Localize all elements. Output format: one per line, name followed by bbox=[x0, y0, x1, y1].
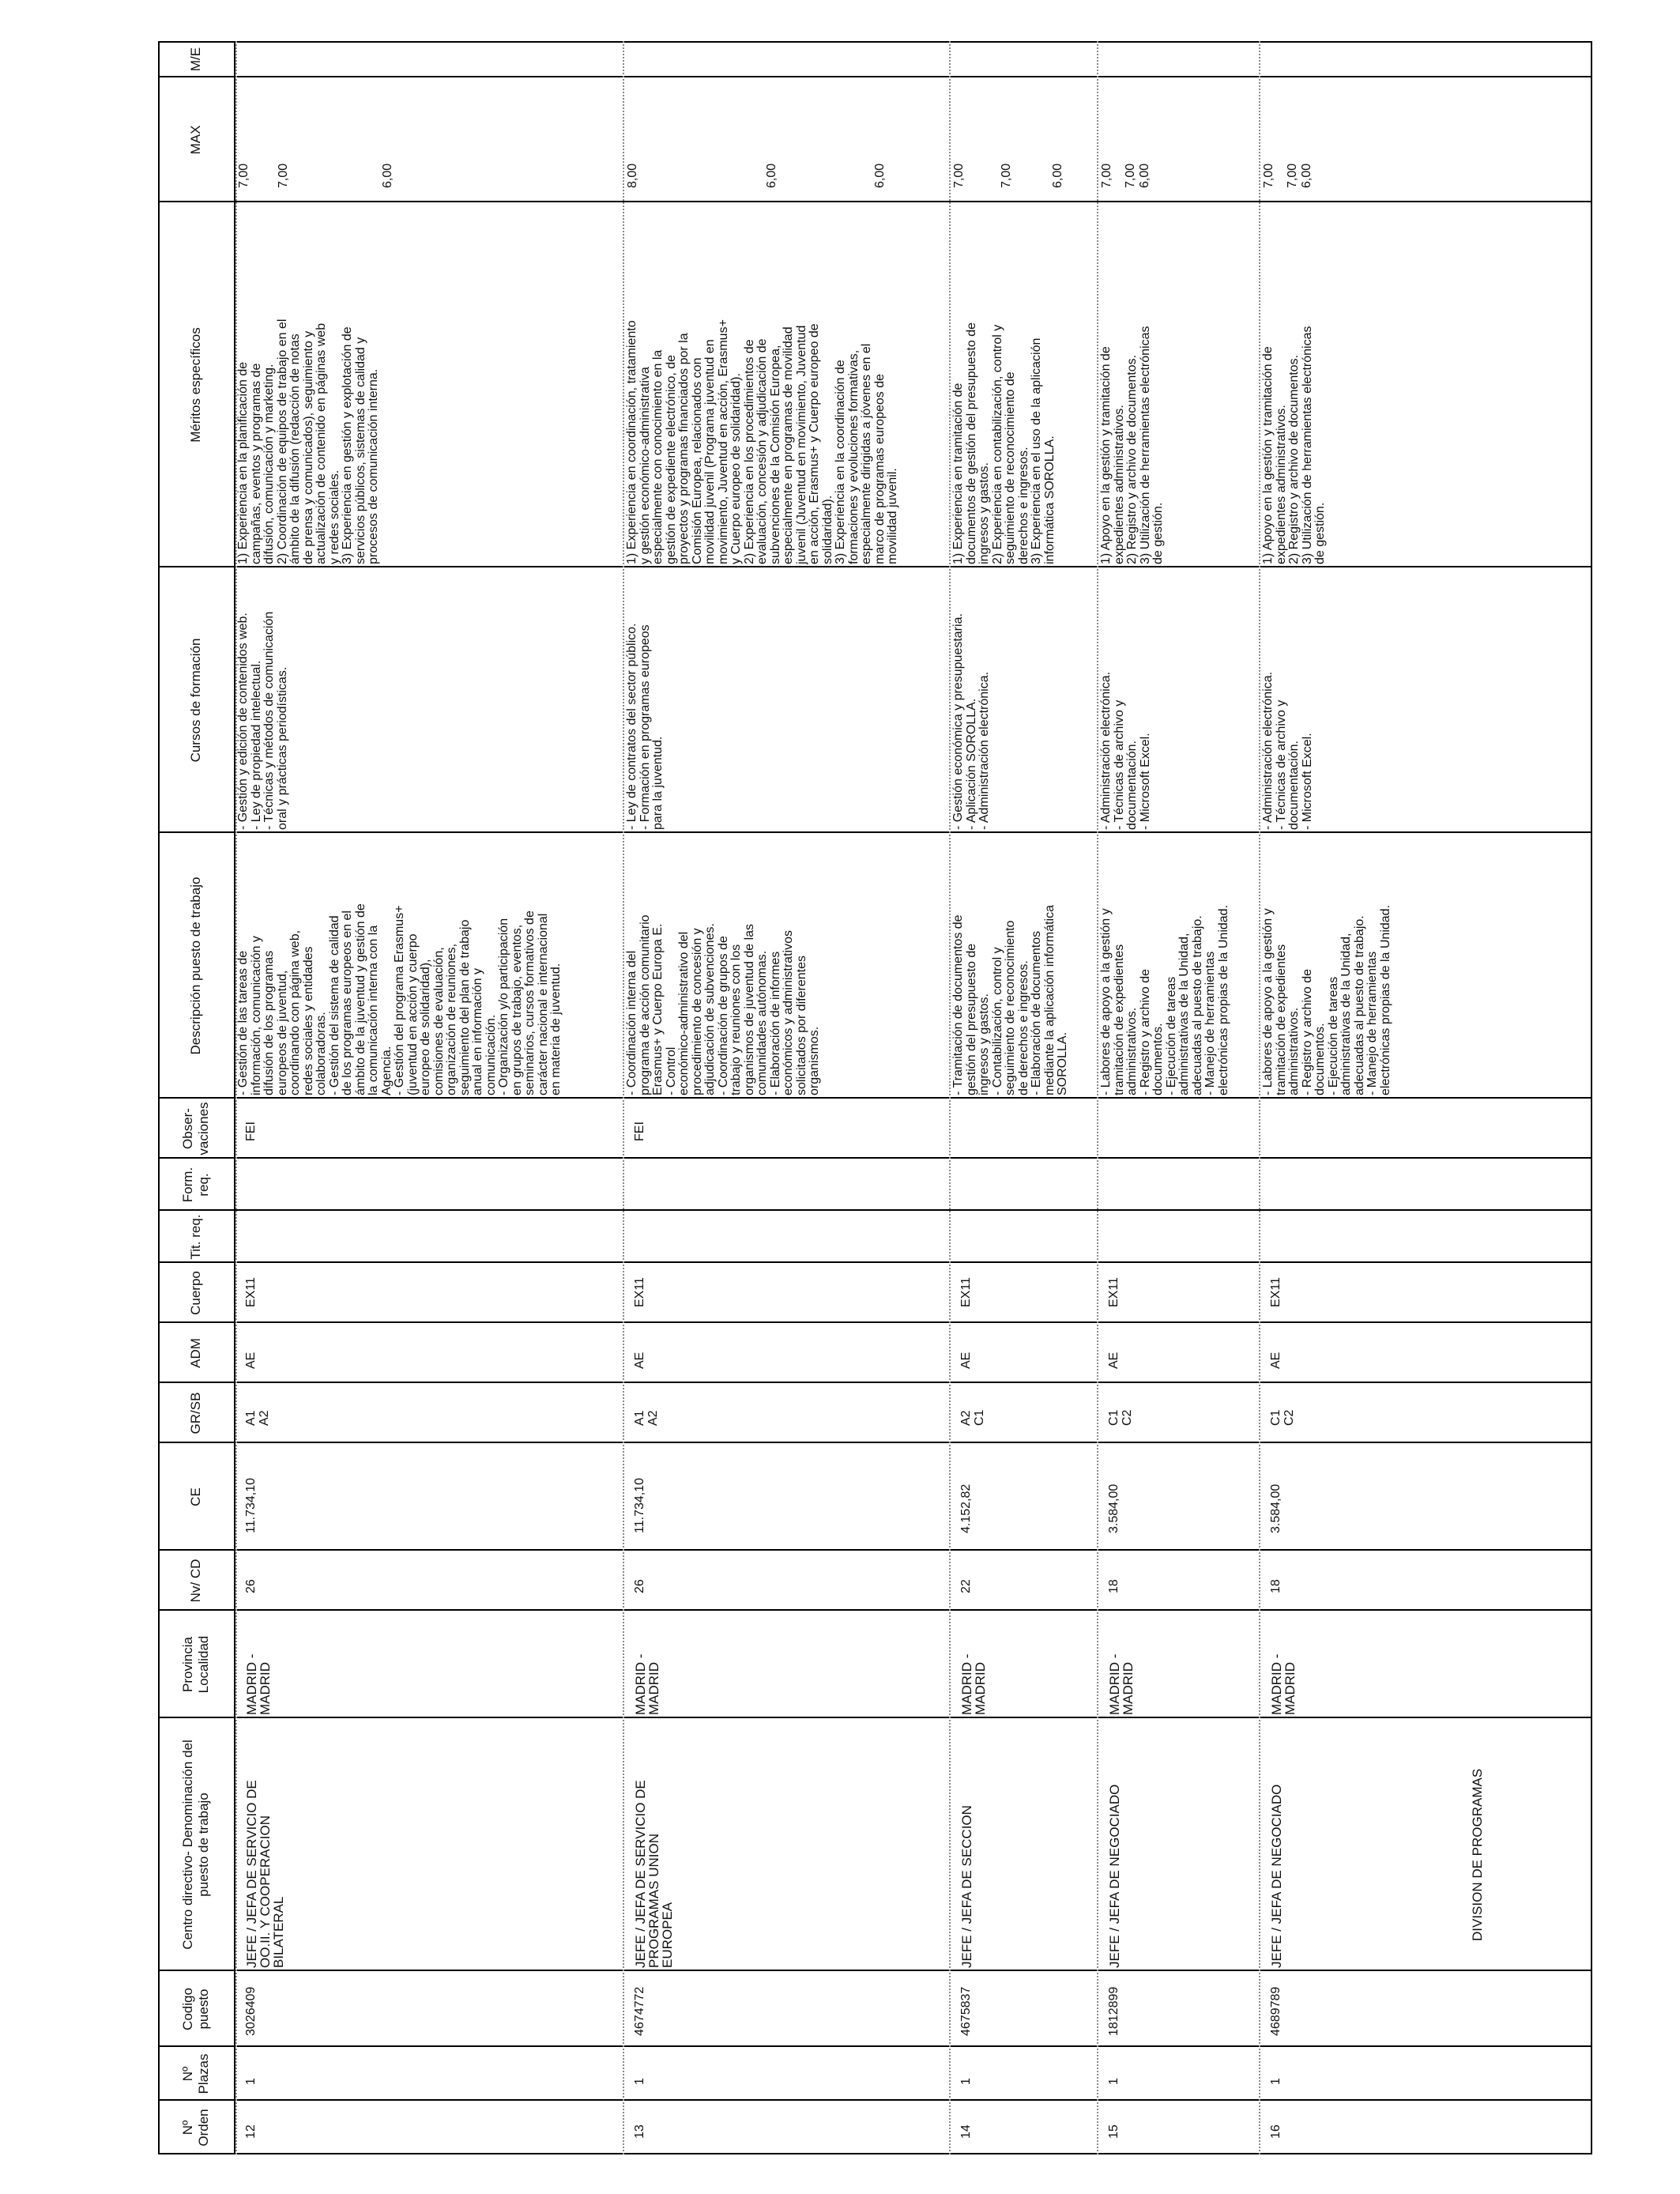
header-obs: Obser- vaciones bbox=[180, 1102, 211, 1155]
header-adm: ADM bbox=[188, 1338, 203, 1368]
cell-nivel: 26 bbox=[244, 1579, 258, 1593]
cell-max: 7,00 bbox=[1100, 163, 1113, 188]
cell-meritos: 1) Experiencia en tramitación de documentos de gestión del presupuesto de ingresos y gastos. 2) Experiencia en contabilización, control y seguimiento de reconocimiento de derechos e ingresos. 3) Experiencia en el uso de la aplicación informática SOROLLA. bbox=[951, 322, 1057, 564]
col-border bbox=[158, 41, 1592, 43]
section-title: DIVISION DE PROGRAMAS bbox=[1470, 1768, 1485, 1941]
cell-adm: AE bbox=[1269, 1351, 1283, 1369]
cell-max: 6,00 bbox=[1138, 163, 1151, 188]
cell-obs: FEI bbox=[244, 1122, 258, 1141]
cell-grsb: C1 C2 bbox=[1107, 1409, 1134, 1426]
cell-cursos: - Ley de contratos del sector público. - Formación en programas europeos para la juventud. bbox=[625, 623, 665, 830]
header-me: M/E bbox=[188, 47, 203, 72]
cell-plazas: 1 bbox=[1107, 2078, 1121, 2085]
cell-descripcion: - Labores de apoyo a la gestión y tramitación de expedientes administrativos. - Registro y archivo de documentos. - Ejecución de tareas administrativas de la Unidad, adecuadas al puesto de trabajo. - Manejo de herramientas electrónicas propias de la Unidad. bbox=[1261, 904, 1392, 1095]
cell-orden: 14 bbox=[959, 2124, 973, 2139]
cell-grsb: C1 C2 bbox=[1269, 1409, 1296, 1426]
col-border bbox=[158, 1209, 1592, 1211]
cell-max: 7,00 bbox=[237, 163, 250, 188]
cell-adm: AE bbox=[959, 1351, 973, 1369]
col-border bbox=[158, 1382, 1592, 1383]
cell-cuerpo: EX11 bbox=[244, 1277, 258, 1307]
cell-descripcion: - Gestión de las tareas de información, comunicación y difusión de los programas europeos de juventud, coordinando con página web, redes sociales y entidades colaboradoras. - Gestión del sistema de calidad de los programas europeos en el ámbito de la juventud y gestión de la comunicación interna con la Agencia. - Gestión del programa Erasmus+ (juventud en acción y cuerpo europeo de solidaridad), comisiones de evaluación, organización de reuniones, seguimiento del plan de trabajo anual en información y comunicación. - Organización y/o participación en grupos de trabajo, eventos, seminarios, cursos formativos de carácter nacional e internacional en materia de juventud. bbox=[236, 903, 563, 1095]
cell-ce: 3.584,00 bbox=[1107, 1483, 1121, 1533]
cell-adm: AE bbox=[1107, 1351, 1121, 1369]
cell-max: 7,00 bbox=[1000, 163, 1013, 188]
cell-plazas: 1 bbox=[1269, 2078, 1283, 2085]
header-grsb: GR/SB bbox=[188, 1392, 203, 1434]
header-provincia: Provincia Localidad bbox=[180, 1635, 211, 1694]
row-separator bbox=[1097, 41, 1098, 2154]
cell-orden: 12 bbox=[244, 2124, 258, 2139]
col-border bbox=[158, 1609, 1592, 1611]
cell-orden: 13 bbox=[633, 2124, 646, 2139]
cell-max: 7,00 bbox=[1262, 163, 1275, 188]
cell-plazas: 1 bbox=[244, 2078, 258, 2085]
cell-cursos: - Administración electrónica. - Técnicas de archivo y documentación. - Microsoft Excel. bbox=[1099, 671, 1152, 830]
cell-centro: JEFE / JEFA DE SECCION bbox=[959, 1805, 974, 1968]
col-border bbox=[158, 831, 1592, 833]
col-border bbox=[158, 2045, 1592, 2047]
cell-meritos: 1) Experiencia en la planificación de campañas, eventos y programas de difusión, comunicación y marketing. 2) Coordinación de equipos de trabajo en el ámbito de la difusión (redacción de notas de prensa y comunicados), seguimiento y actualización de contenido en páginas web y redes sociales. 3) Experiencia en gestión y explotación de servicios públicos, sistemas de calidad y procesos de comunicación interna. bbox=[236, 319, 380, 564]
header-codigo: Codigo puesto bbox=[180, 1988, 211, 2030]
header-meritos: Méritos específicos bbox=[188, 327, 203, 443]
cell-descripcion: - Coordinación interna del programa de acción comunitario Erasmus+ y Cuerpo Europa E. - Control económico-administrativo del procedimiento de concesión y adjudicación de subvenciones. - Coordinación de grupos de trabajo y reuniones con los organismos de juventud de las comunidades autónomas. - Elaboración de informes económicos y administrativos solicitados por diferentes organismos. bbox=[625, 914, 821, 1095]
cell-nivel: 26 bbox=[633, 1579, 646, 1593]
cell-descripcion: - Labores de apoyo a la gestión y tramitación de expedientes administrativos. - Registro y archivo de documentos. - Ejecución de tareas administrativas de la Unidad, adecuadas al puesto de trabajo. - Manejo de herramientas electrónicas propias de la Unidad. bbox=[1099, 904, 1230, 1095]
col-border bbox=[158, 1970, 1592, 1971]
cell-centro: JEFE / JEFA DE SERVICIO DE OO.II. Y COOPERACION BILATERAL bbox=[244, 1780, 286, 1968]
cell-max: 6,00 bbox=[1051, 163, 1064, 188]
cell-centro: JEFE / JEFA DE SERVICIO DE PROGRAMAS UNION EUROPEA bbox=[633, 1780, 675, 1968]
rpt-table bbox=[158, 41, 1592, 2154]
cell-grsb: A1 A2 bbox=[633, 1410, 660, 1426]
cell-nivel: 18 bbox=[1269, 1579, 1283, 1593]
cell-max: 7,00 bbox=[1286, 163, 1299, 188]
cell-nivel: 22 bbox=[959, 1579, 973, 1593]
cell-adm: AE bbox=[244, 1351, 258, 1369]
header-descripcion: Descripción puesto de trabajo bbox=[188, 876, 203, 1055]
col-border bbox=[158, 1157, 1592, 1159]
row-separator bbox=[949, 41, 951, 2154]
cell-descripcion: - Tramitación de documentos de gestión del presupuesto de ingresos y gastos. - Contabilización, control y seguimiento de reconocimiento de derechos e ingresos. - Elaboración de documentos mediante la aplicación informática SOROLLA. bbox=[951, 904, 1069, 1095]
col-border bbox=[158, 1549, 1592, 1551]
cell-provincia: MADRID - MADRID bbox=[244, 1653, 273, 1715]
cell-provincia: MADRID - MADRID bbox=[1107, 1653, 1136, 1715]
header-cuerpo: Cuerpo bbox=[188, 1271, 203, 1315]
col-border bbox=[158, 1717, 1592, 1718]
cell-obs: FEI bbox=[633, 1122, 646, 1141]
header-tit: Tit. req. bbox=[188, 1214, 203, 1260]
cell-max: 6,00 bbox=[381, 163, 394, 188]
col-border bbox=[158, 566, 1592, 567]
cell-meritos: 1) Apoyo en la gestión y tramitación de expedientes administrativos. 2) Registro y archivo de documentos. 3) Utilización de herramientas electrónicas de gestión. bbox=[1261, 326, 1327, 564]
col-border bbox=[158, 2099, 1592, 2101]
cell-codigo: 4689789 bbox=[1269, 1986, 1283, 2036]
cell-ce: 11.734,10 bbox=[633, 1478, 646, 1533]
row-separator bbox=[1259, 41, 1260, 2154]
cell-cuerpo: EX11 bbox=[1269, 1277, 1283, 1307]
header-plazas: Nº Plazas bbox=[180, 2053, 211, 2094]
cell-max: 7,00 bbox=[277, 163, 290, 188]
cell-max: 7,00 bbox=[952, 163, 966, 188]
header-max: MAX bbox=[188, 125, 203, 155]
col-border bbox=[158, 1321, 1592, 1323]
cell-orden: 15 bbox=[1107, 2124, 1121, 2139]
cell-grsb: A1 A2 bbox=[244, 1410, 271, 1426]
cell-provincia: MADRID - MADRID bbox=[1269, 1653, 1298, 1715]
header-centro: Centro directivo- Denominación del puesto de trabajo bbox=[180, 1740, 211, 1950]
cell-cuerpo: EX11 bbox=[959, 1277, 973, 1307]
row-separator bbox=[623, 41, 624, 2154]
cell-codigo: 3026409 bbox=[244, 1986, 258, 2036]
col-border bbox=[158, 1442, 1592, 1443]
cell-cuerpo: EX11 bbox=[633, 1277, 646, 1307]
cell-orden: 16 bbox=[1269, 2124, 1283, 2139]
cell-provincia: MADRID - MADRID bbox=[633, 1653, 661, 1715]
cell-nivel: 18 bbox=[1107, 1579, 1121, 1593]
header-orden: Nº Orden bbox=[180, 2109, 211, 2147]
cell-max: 7,00 bbox=[1124, 163, 1137, 188]
cell-cursos: - Administración electrónica. - Técnicas de archivo y documentación. - Microsoft Excel. bbox=[1261, 671, 1314, 830]
cell-cursos: - Gestión económica y presupuestaria. - Aplicación SOROLLA. - Administración electrónica. bbox=[951, 613, 991, 830]
cell-plazas: 1 bbox=[959, 2078, 973, 2085]
cell-centro: JEFE / JEFA DE NEGOCIADO bbox=[1107, 1784, 1122, 1968]
col-border bbox=[158, 201, 1592, 202]
cell-ce: 4.152,82 bbox=[959, 1483, 973, 1533]
col-border bbox=[158, 76, 1592, 77]
cell-meritos: 1) Experiencia en coordinación, tratamiento y gestión económico-administrativa especialmente con conocimiento en la gestión de expediente electrónico, de proyectos y programas financiados por la Comisión Europea, relacionados con movilidad juvenil (Programa juventud en movimiento, Juventud en acción, Erasmus+ y Cuerpo europeo de solidaridad). 2) Experiencia en los procedimientos de evaluación, concesión y adjudicación de subvenciones de la Comisión Europea, especialmente en programas de movilidad juvenil (Juventud en movimiento, Juventud en acción, Erasmus+ y Cuerpo europeo de solidaridad). 3) Experiencia en la coordinación de formaciones y evoluciones formativas, especialmente dirigidas a jóvenes en el marco de programas europeos de movilidad juvenil. bbox=[625, 319, 899, 564]
cell-codigo: 4674772 bbox=[633, 1986, 646, 2036]
cell-max: 8,00 bbox=[626, 163, 639, 188]
cell-max: 6,00 bbox=[873, 163, 887, 188]
cell-cuerpo: EX11 bbox=[1107, 1277, 1121, 1307]
col-border bbox=[158, 2153, 1592, 2154]
cell-ce: 11.734,10 bbox=[244, 1478, 258, 1533]
cell-max: 6,00 bbox=[1300, 163, 1313, 188]
cell-grsb: A2 C1 bbox=[959, 1409, 986, 1426]
cell-adm: AE bbox=[633, 1351, 646, 1369]
cell-centro: JEFE / JEFA DE NEGOCIADO bbox=[1269, 1784, 1284, 1968]
cell-codigo: 4675837 bbox=[959, 1986, 973, 2036]
col-border bbox=[158, 1261, 1592, 1263]
cell-plazas: 1 bbox=[633, 2078, 646, 2085]
header-form: Form. req. bbox=[180, 1167, 211, 1203]
cell-max: 6,00 bbox=[765, 163, 778, 188]
header-cursos: Cursos de formación bbox=[188, 638, 203, 763]
cell-codigo: 1812899 bbox=[1107, 1986, 1121, 2036]
cell-provincia: MADRID - MADRID bbox=[959, 1653, 988, 1715]
header-nivel: Nv/ CD bbox=[188, 1559, 203, 1603]
cell-cursos: - Gestión y edición de contenidos web. - Ley de propiedad intelectual. - Técnicas y métodos de comunicación oral y prácticas periodísticas. bbox=[236, 611, 289, 830]
col-border bbox=[158, 1097, 1592, 1099]
header-ce: CE bbox=[188, 1487, 203, 1506]
cell-ce: 3.584,00 bbox=[1269, 1483, 1283, 1533]
cell-meritos: 1) Apoyo en la gestión y tramitación de expedientes administrativos. 2) Registro y archivo de documentos. 3) Utilización de herramientas electrónicas de gestión. bbox=[1099, 326, 1165, 564]
